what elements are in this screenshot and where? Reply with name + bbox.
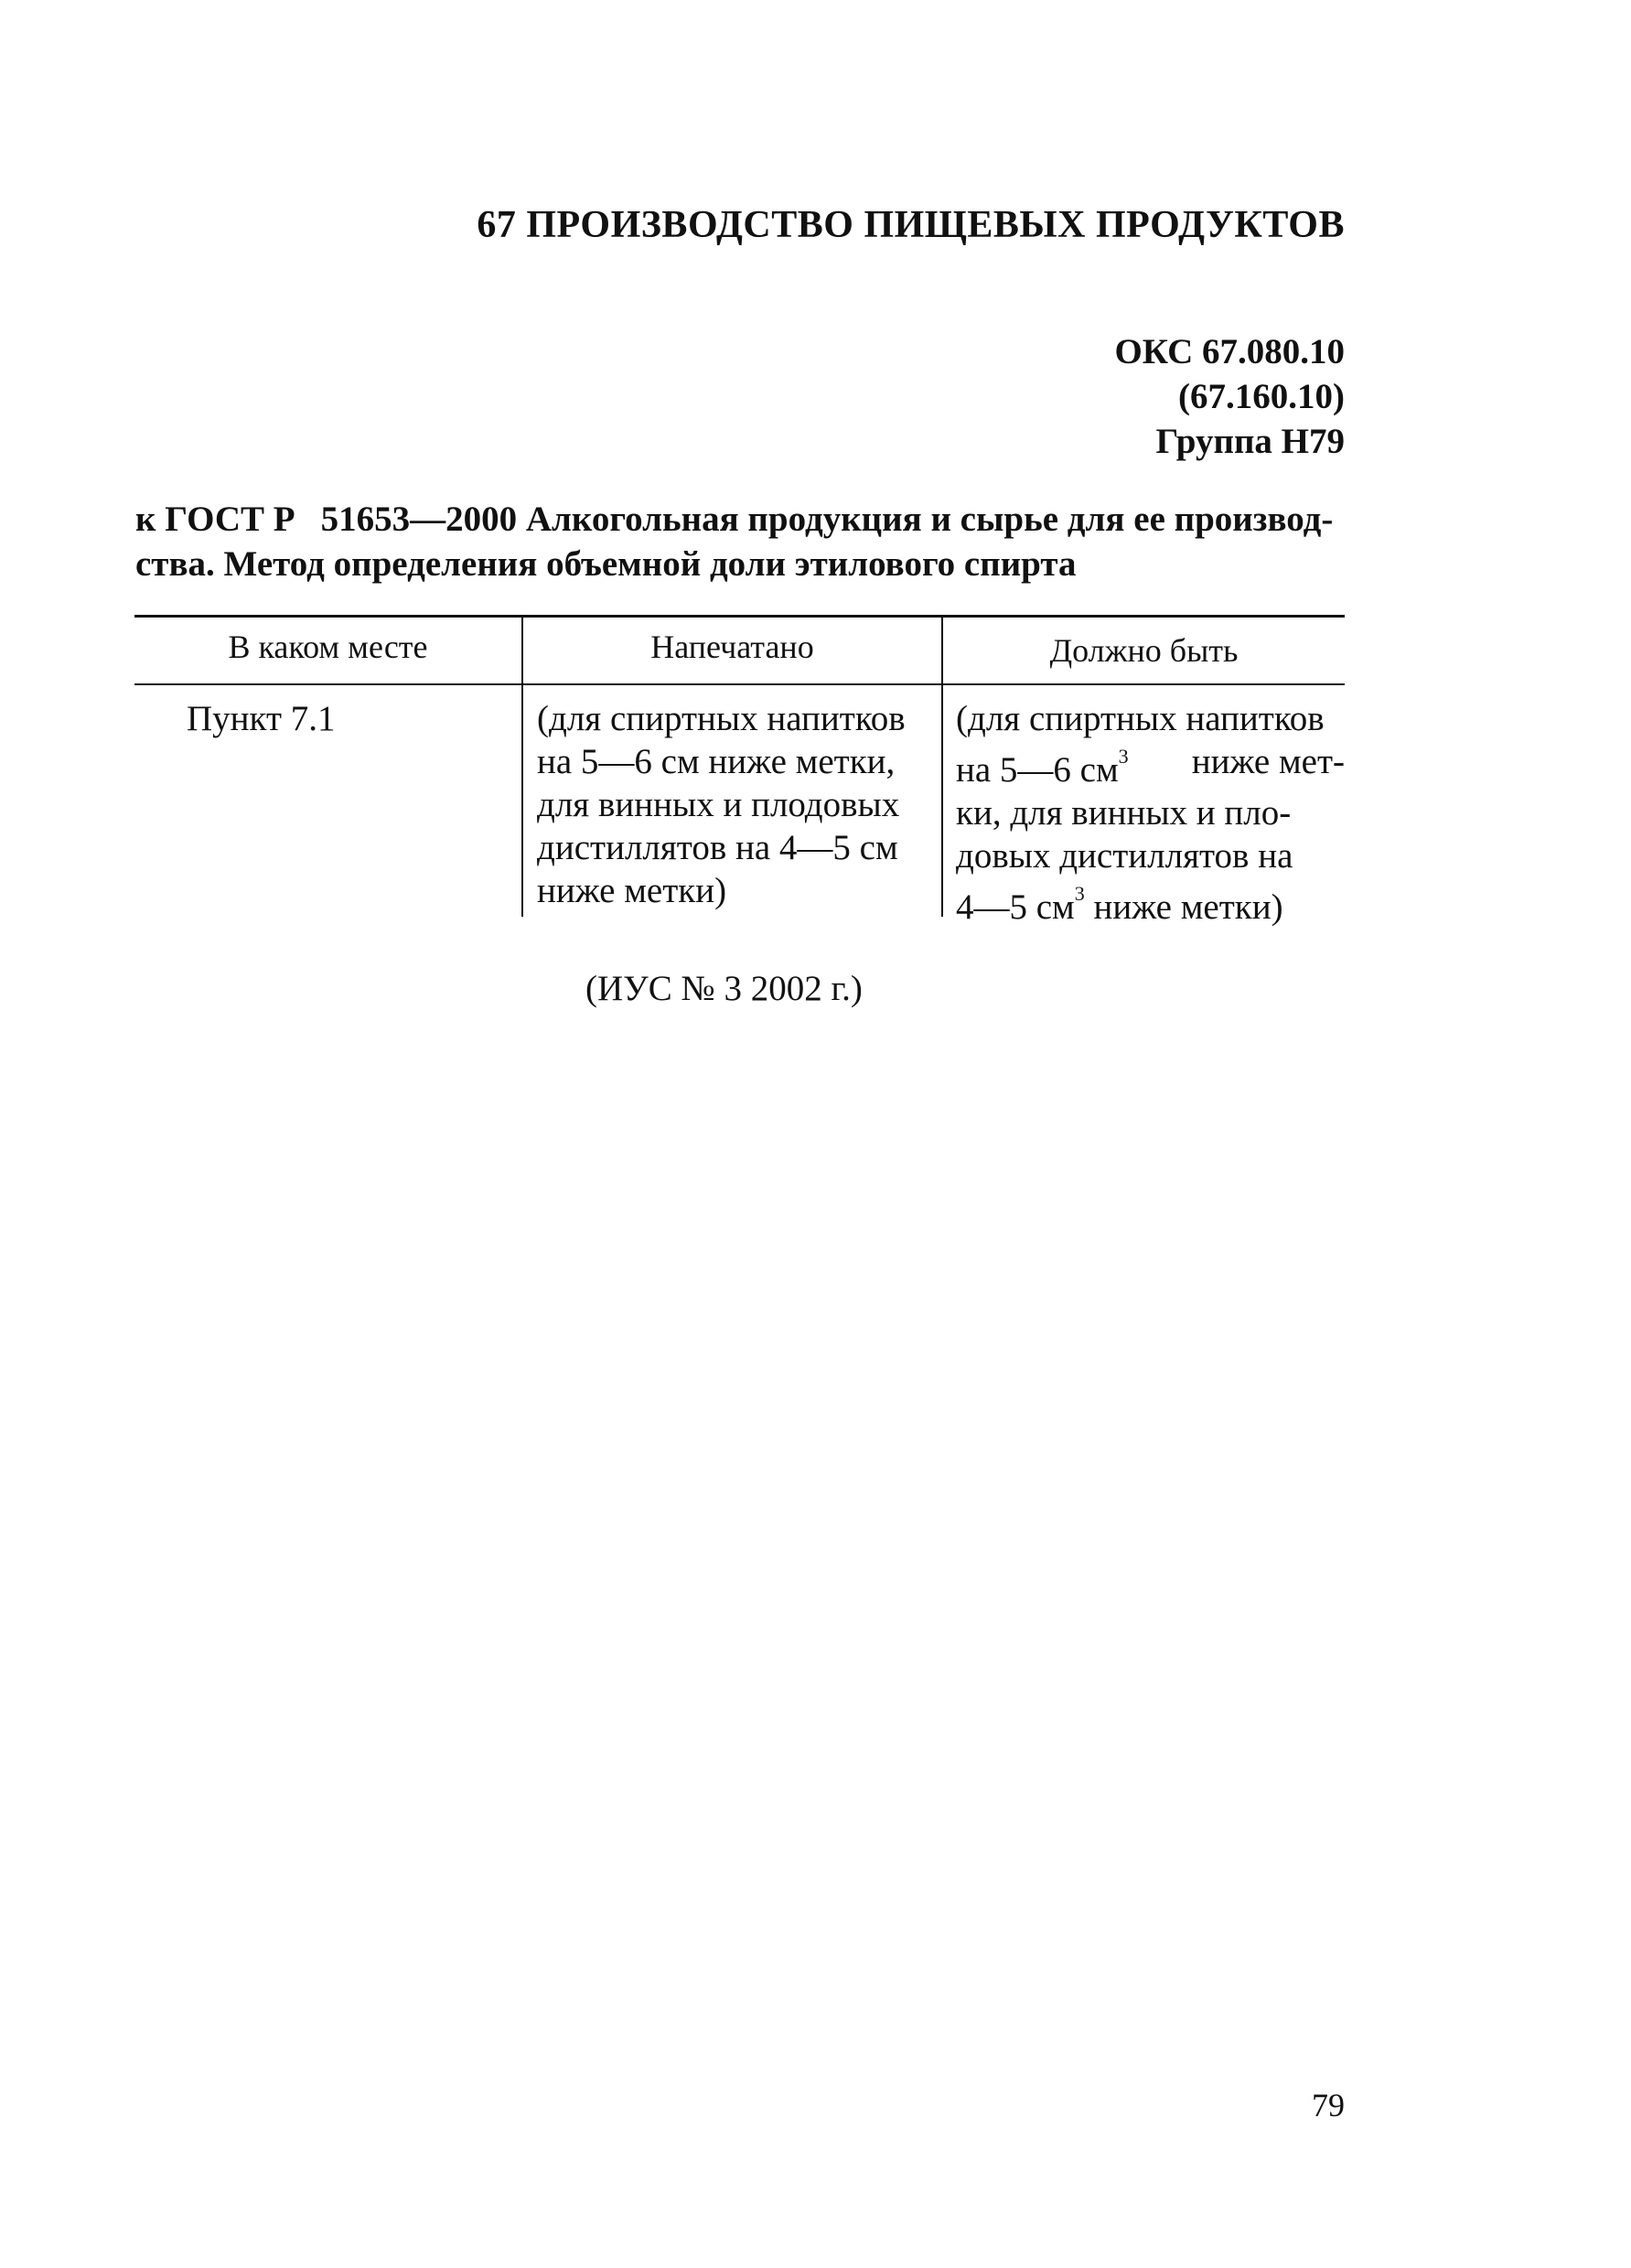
cell-correct [956, 697, 1345, 929]
table-header-printed: Напечатано [650, 629, 814, 665]
standard-ref: к ГОСТ Р [135, 500, 295, 539]
printed-line-3: для винных и плодовых [537, 785, 900, 824]
table-header-place: В каком месте [228, 629, 428, 665]
section-title: 67 ПРОИЗВОДСТВО ПИЩЕВЫХ ПРОДУКТОВ [477, 204, 1345, 246]
source-reference: (ИУС № 3 2002 г.) [585, 969, 863, 1008]
oks-code-alt: (67.160.10) [1178, 377, 1345, 416]
group-code: Группа Н79 [1155, 422, 1345, 461]
table-top-rule [134, 615, 1345, 618]
printed-line-2: на 5—6 см ниже метки, [537, 742, 896, 781]
printed-line-5: ниже метки) [537, 871, 727, 910]
classification-codes [915, 329, 1345, 464]
printed-line-4: дистиллятов на 4—5 см [537, 828, 898, 867]
amendment-title-rest: 51653—2000 Алкогольная продукция и сырье для ее производ- [320, 500, 1334, 539]
cell-place: Пункт 7.1 [187, 699, 336, 738]
correct-line-4: довых дистиллятов на [956, 836, 1293, 876]
correct-line-5 [956, 877, 1345, 929]
correct-line-2-b: ниже мет- [1191, 742, 1345, 781]
cell-printed [537, 697, 928, 912]
cubic-superscript: 3 [1118, 745, 1129, 768]
page-number: 79 [1312, 2087, 1345, 2123]
oks-code: ОКС 67.080.10 [1114, 332, 1345, 371]
amendment-title-line-1 [135, 497, 1345, 542]
correct-line-1: (для спиртных напитков [956, 699, 1325, 738]
cubic-superscript: 3 [1074, 882, 1085, 905]
amendment-title-line-2: ства. Метод определения объемной доли этилового спирта [135, 544, 1077, 584]
correct-line-3: ки, для винных и пло- [956, 793, 1292, 833]
amendment-title [135, 497, 1345, 586]
correct-line-2-a: на 5—6 $см^3$ [956, 745, 1129, 790]
table-header-correct: Должно быть [1049, 632, 1239, 669]
table-header-rule [134, 683, 1345, 685]
printed-line-1: (для спиртных напитков [537, 699, 906, 738]
correct-line-2 [956, 740, 1345, 791]
correct-line-5-a: 4—5 $см^3$ ниже метки) [956, 882, 1283, 927]
